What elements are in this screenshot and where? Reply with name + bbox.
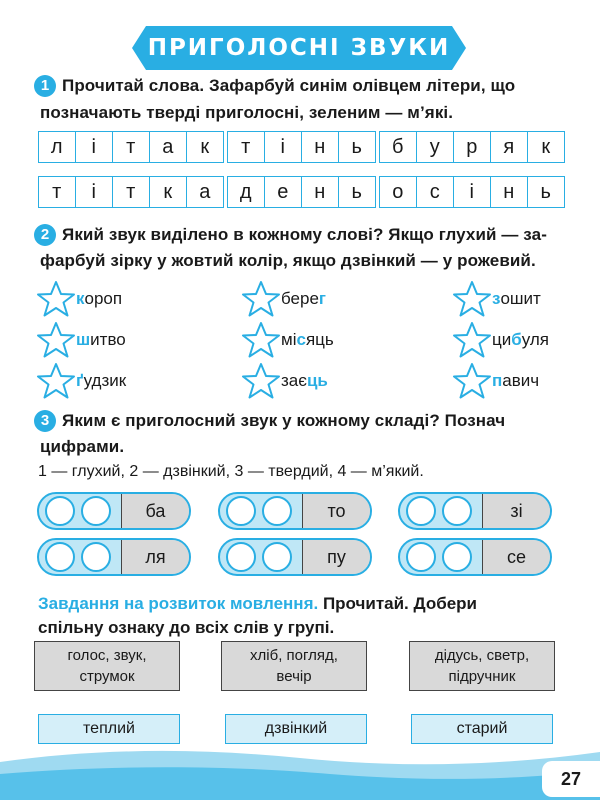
star-item: [452, 320, 549, 360]
word-group-1-line2: струмок: [79, 668, 135, 685]
answer-circle[interactable]: [226, 542, 256, 572]
development-title-line1: [38, 590, 477, 617]
letter-cell[interactable]: л: [39, 132, 76, 162]
letter-cell[interactable]: і: [265, 132, 302, 162]
letter-cell[interactable]: ь: [351, 181, 363, 203]
star-icon[interactable]: [452, 362, 492, 400]
word-box-5: [227, 176, 376, 208]
letter-cell[interactable]: і: [76, 177, 113, 207]
answer-circle[interactable]: [45, 542, 75, 572]
star-word: цибуля: [492, 330, 550, 349]
word-group-3-line1: дідусь, светр,: [434, 647, 530, 664]
star-icon[interactable]: [36, 280, 76, 318]
task1-number: 1: [34, 75, 56, 97]
letter-cell[interactable]: р: [454, 132, 491, 162]
star-icon[interactable]: [452, 321, 492, 359]
star-word: короп: [76, 289, 123, 308]
answer-circle[interactable]: [81, 496, 111, 526]
answer-box-3: старий: [411, 714, 553, 744]
word-group-3: [409, 641, 555, 691]
letter-cell[interactable]: н: [302, 177, 339, 207]
word-box-1: [38, 131, 224, 163]
syllable-label: зі: [482, 494, 550, 528]
word-group-2: [221, 641, 367, 691]
letter-cell[interactable]: і: [76, 132, 113, 162]
answer-circle[interactable]: [406, 496, 436, 526]
star-item: [452, 361, 539, 401]
star-icon[interactable]: [36, 321, 76, 359]
syllable-pill: [37, 538, 191, 576]
page-number: 27: [542, 761, 600, 797]
star-word: зошит: [492, 289, 541, 308]
task1-text-line2: позначають тверді приголосні, зеленим — м’які.: [40, 103, 454, 122]
answer-circle[interactable]: [262, 542, 292, 572]
task2-text-line1: Який звук виділено в кожному слові? Якщо глухий — за-: [62, 225, 547, 244]
development-title-line2: спільну ознаку до всіх слів у групі.: [38, 618, 335, 637]
star-word: заєць: [281, 371, 328, 390]
star-word: місяць: [281, 330, 334, 349]
star-item: [36, 279, 122, 319]
syllable-label: ба: [121, 494, 189, 528]
star-icon[interactable]: [241, 321, 281, 359]
star-item: [452, 279, 541, 319]
star-item: [241, 279, 326, 319]
answer-circle[interactable]: [45, 496, 75, 526]
word-box-4: [38, 176, 224, 208]
development-title-rest: Прочитай. Добери: [318, 594, 477, 613]
task3-legend: 1 — глухий, 2 — дзвінкий, 3 — твердий, 4 — м’який.: [38, 463, 424, 480]
task3-text-line1: Яким є приголосний звук у кожному складі? Познач: [62, 411, 506, 430]
letter-cell[interactable]: к: [150, 177, 187, 207]
letter-cell[interactable]: і: [454, 177, 491, 207]
task3-text-line2: цифрами.: [40, 437, 125, 456]
star-icon[interactable]: [241, 362, 281, 400]
star-word: ґудзик: [76, 371, 127, 390]
letter-cell[interactable]: т: [39, 177, 76, 207]
letter-cell[interactable]: н: [491, 177, 528, 207]
answer-circle[interactable]: [442, 542, 472, 572]
letter-cell[interactable]: а: [199, 181, 211, 203]
syllable-pill: [398, 538, 552, 576]
answer-circle[interactable]: [442, 496, 472, 526]
letter-cell[interactable]: а: [150, 132, 187, 162]
syllable-label: ля: [121, 540, 189, 574]
star-item: [241, 361, 328, 401]
page-title: ПРИГОЛОСНІ ЗВУКИ: [147, 35, 451, 61]
task3-number: 3: [34, 410, 56, 432]
star-word: берег: [281, 289, 327, 308]
letter-cell[interactable]: у: [417, 132, 454, 162]
letter-cell[interactable]: о: [380, 177, 417, 207]
word-group-1: [34, 641, 180, 691]
letter-cell[interactable]: т: [113, 132, 150, 162]
syllable-label: пу: [302, 540, 370, 574]
star-icon[interactable]: [241, 280, 281, 318]
task2-text-line2: фарбуй зірку у жовтий колір, якщо дзвінкий — у рожевий.: [40, 251, 536, 270]
answer-circle[interactable]: [226, 496, 256, 526]
star-icon[interactable]: [452, 280, 492, 318]
answer-circle[interactable]: [262, 496, 292, 526]
star-item: [36, 361, 126, 401]
letter-cell[interactable]: с: [417, 177, 454, 207]
letter-cell[interactable]: к: [200, 136, 210, 158]
star-item: [241, 320, 334, 360]
word-group-1-line1: голос, звук,: [67, 647, 147, 664]
letter-cell[interactable]: е: [265, 177, 302, 207]
answer-box-1: теплий: [38, 714, 180, 744]
word-group-2-line1: хліб, погляд,: [250, 647, 338, 664]
star-word: шитво: [76, 330, 126, 349]
word-group-3-line2: підручник: [448, 668, 516, 685]
syllable-pill: [218, 538, 372, 576]
bottom-wave-decoration: [0, 744, 600, 800]
letter-cell[interactable]: т: [228, 132, 265, 162]
word-box-2: [227, 131, 376, 163]
syllable-pill: [218, 492, 372, 530]
task1-text-line1: Прочитай слова. Зафарбуй синім олівцем літери, що: [62, 76, 516, 95]
development-title-blue: Завдання на розвиток мовлення.: [38, 594, 319, 613]
letter-cell[interactable]: н: [302, 132, 339, 162]
letter-cell[interactable]: ь: [351, 136, 363, 158]
letter-cell[interactable]: т: [113, 177, 150, 207]
title-banner: [132, 26, 466, 70]
letter-cell[interactable]: к: [541, 136, 551, 158]
answer-circle[interactable]: [81, 542, 111, 572]
letter-cell[interactable]: ь: [540, 181, 552, 203]
syllable-pill: [37, 492, 191, 530]
word-box-6: [379, 176, 565, 208]
word-box-3: [379, 131, 565, 163]
star-word: павич: [492, 371, 540, 390]
answer-circle[interactable]: [406, 542, 436, 572]
word-group-2-line2: вечір: [276, 668, 312, 685]
star-icon[interactable]: [36, 362, 76, 400]
task2-number: 2: [34, 224, 56, 246]
letter-cell[interactable]: я: [491, 132, 528, 162]
letter-cell[interactable]: б: [380, 132, 417, 162]
star-item: [36, 320, 126, 360]
syllable-pill: [398, 492, 552, 530]
syllable-label: то: [302, 494, 370, 528]
syllable-label: се: [482, 540, 550, 574]
answer-box-2: дзвінкий: [225, 714, 367, 744]
letter-cell[interactable]: д: [228, 177, 265, 207]
